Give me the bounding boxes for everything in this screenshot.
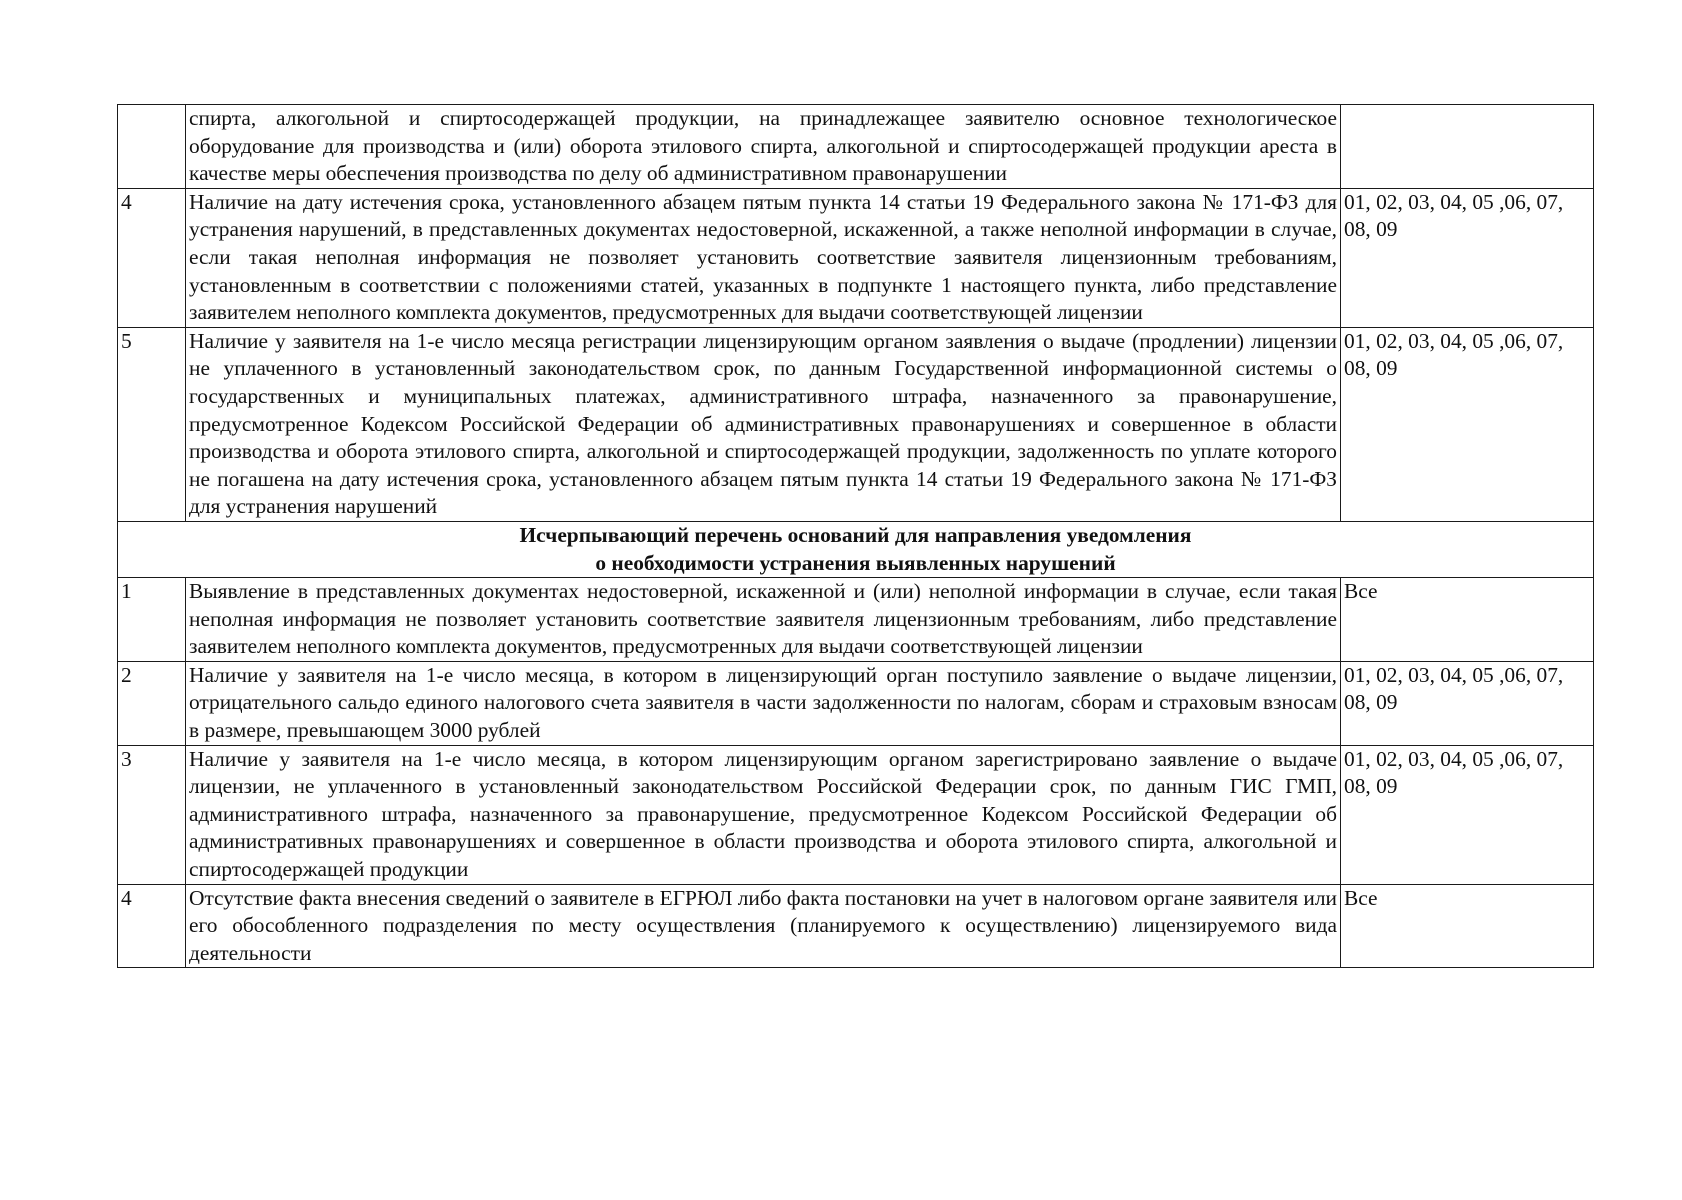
row-text: Наличие на дату истечения срока, установленного абзацем пятым пункта 14 статьи 19 Федерального закона № 171-ФЗ для устранения нарушений, в представленных документах недостоверной, искаженной, а также неполной информации в случае, если такая неполная информация не позволяет установить соответствие заявителя лицензионным требованиям, установленным в соответствии с положениями статей, указанных в подпункте 1 настоящего пункта, либо представление заявителем неполного комплекта документов, предусмотренных для выдачи соответствующей лицензии xyxy=(186,188,1341,327)
row-text: Выявление в представленных документах недостоверной, искаженной и (или) неполной информации в случае, если такая неполная информация не позволяет установить соответствие заявителя лицензионным требованиям, либо представление заявителем неполного комплекта документов, предусмотренных для выдачи соответствующей лицензии xyxy=(186,578,1341,662)
table-row xyxy=(118,188,1594,327)
section-heading-line: о необходимости устранения выявленных нарушений xyxy=(595,550,1116,575)
row-number: 3 xyxy=(118,745,186,884)
row-number: 4 xyxy=(118,188,186,327)
table-row xyxy=(118,327,1594,521)
row-codes: 01, 02, 03, 04, 05 ,06, 07, 08, 09 xyxy=(1341,327,1594,521)
table-row xyxy=(118,578,1594,662)
section-heading xyxy=(118,521,1594,577)
row-codes xyxy=(1341,105,1594,189)
table-row xyxy=(118,745,1594,884)
section-heading-row xyxy=(118,521,1594,577)
row-codes: 01, 02, 03, 04, 05 ,06, 07, 08, 09 xyxy=(1341,745,1594,884)
row-number: 4 xyxy=(118,884,186,968)
row-codes: Все xyxy=(1341,578,1594,662)
row-codes: 01, 02, 03, 04, 05 ,06, 07, 08, 09 xyxy=(1341,661,1594,745)
row-number: 5 xyxy=(118,327,186,521)
row-text: Наличие у заявителя на 1-е число месяца, в котором в лицензирующий орган поступило заявление о выдаче лицензии, отрицательного сальдо единого налогового счета заявителя в части задолженности по налогам, сборам и страховым взносам в размере, превышающем 3000 рублей xyxy=(186,661,1341,745)
row-codes: Все xyxy=(1341,884,1594,968)
table-row xyxy=(118,884,1594,968)
grounds-table xyxy=(117,104,1594,968)
row-number xyxy=(118,105,186,189)
row-text: Наличие у заявителя на 1-е число месяца, в котором лицензирующим органом зарегистрировано заявление о выдаче лицензии, не уплаченного в установленный законодательством Российской Федерации срок, по данным ГИС ГМП, административного штрафа, назначенного за правонарушение, предусмотренное Кодексом Российской Федерации об административных правонарушениях и совершенное в области производства и оборота этилового спирта, алкогольной и спиртосодержащей продукции xyxy=(186,745,1341,884)
row-text: спирта, алкогольной и спиртосодержащей продукции, на принадлежащее заявителю основное технологическое оборудование для производства и (или) оборота этилового спирта, алкогольной и спиртосодержащей продукции ареста в качестве меры обеспечения производства по делу об административном правонарушении xyxy=(186,105,1341,189)
row-text: Отсутствие факта внесения сведений о заявителе в ЕГРЮЛ либо факта постановки на учет в налоговом органе заявителя или его обособленного подразделения по месту осуществления (планируемого к осуществлению) лицензируемого вида деятельности xyxy=(186,884,1341,968)
table-row xyxy=(118,105,1594,189)
row-text: Наличие у заявителя на 1-е число месяца регистрации лицензирующим органом заявления о выдаче (продлении) лицензии не уплаченного в установленный законодательством срок, по данным Государственной информационной системы о государственных и муниципальных платежах, административного штрафа, назначенного за правонарушение, предусмотренное Кодексом Российской Федерации об административных правонарушениях и совершенное в области производства и оборота этилового спирта, алкогольной и спиртосодержащей продукции, задолженность по уплате которого не погашена на дату истечения срока, установленного абзацем пятым пункта 14 статьи 19 Федерального закона № 171-ФЗ для устранения нарушений xyxy=(186,327,1341,521)
row-number: 1 xyxy=(118,578,186,662)
section-heading-line: Исчерпывающий перечень оснований для направления уведомления xyxy=(519,522,1192,547)
row-codes: 01, 02, 03, 04, 05 ,06, 07, 08, 09 xyxy=(1341,188,1594,327)
row-number: 2 xyxy=(118,661,186,745)
table-row xyxy=(118,661,1594,745)
